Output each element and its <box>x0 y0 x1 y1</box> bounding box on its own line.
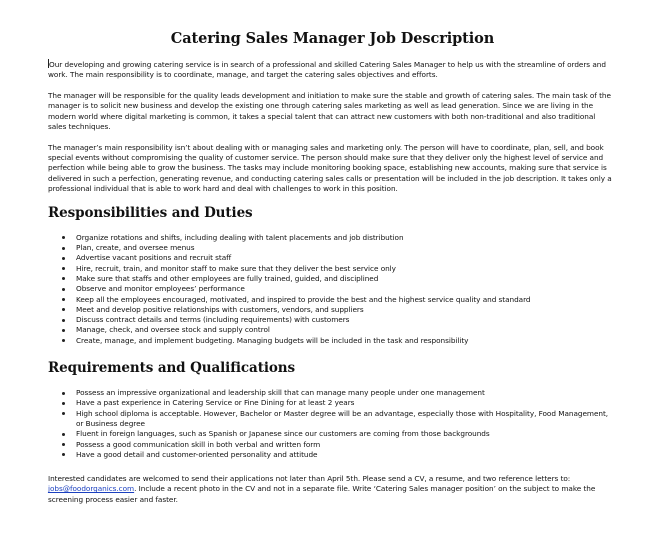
bullet-icon <box>62 257 65 260</box>
bullet-icon <box>62 329 65 332</box>
bullet-icon <box>62 247 65 250</box>
responsibilities-list <box>48 233 615 346</box>
list-item: Make sure that staffs and other employees are fully trained, guided, and disciplined <box>76 274 615 284</box>
bullet-icon <box>62 443 65 446</box>
list-item: Advertise vacant positions and recruit staff <box>76 253 615 263</box>
intro-paragraph-2: The manager will be responsible for the quality leads development and initiation to make sure the stable and growth of catering sales. The main task of the manager is to solicit new business and develop the existing one through catering sales marketing as well as lead generation. Since we are living in the modern world where digital marketing is common, it takes a special talent that can attract new customers with both non-traditional and also traditional sales techniques. <box>48 91 611 131</box>
bullet-icon <box>62 308 65 311</box>
bullet-icon <box>62 453 65 456</box>
intro-paragraph-3: The manager’s main responsibility isn’t about dealing with or managing sales and marketing only. The person will have to coordinate, plan, sell, and book special events without compromising the quality of customer service. The person should make sure that they deliver only the highest level of service and perfection while being able to grow the business. The tasks may include monitoring booking space, establishing new accounts, making sure that service is delivered in such a perfection, generating revenue, and conducting catering sales calls or presentation will be included in the job description. It takes only a professional individual that is able to work hard and deal with challenges to work in this position. <box>48 142 612 193</box>
bullet-icon <box>62 277 65 280</box>
bullet-icon <box>62 288 65 291</box>
list-item: High school diploma is acceptable. However, Bachelor or Master degree will be an advantage, especially those with Hospitality, Food Management, or Business degree <box>76 409 615 430</box>
list-item: Have a good detail and customer-oriented personality and attitude <box>76 450 615 460</box>
list-item: Keep all the employees encouraged, motivated, and inspired to provide the best and the highest service quality and standard <box>76 295 615 305</box>
bullet-icon <box>62 267 65 270</box>
list-item: Observe and monitor employees’ performance <box>76 284 615 294</box>
responsibilities-heading: Responsibilities and Duties <box>48 204 253 221</box>
bullet-icon <box>62 402 65 405</box>
bullet-icon <box>62 433 65 436</box>
email-link[interactable]: jobs@foodorganics.com <box>48 484 135 494</box>
list-item: Plan, create, and oversee menus <box>76 243 615 253</box>
bullet-icon <box>62 412 65 415</box>
list-item: Possess a good communication skill in both verbal and written form <box>76 440 615 450</box>
intro-paragraph-1 <box>48 59 615 81</box>
list-item: Manage, check, and oversee stock and supply control <box>76 325 615 335</box>
bullet-icon <box>62 392 65 395</box>
list-item: Organize rotations and shifts, including dealing with talent placements and job distribution <box>76 233 615 243</box>
list-item: Have a past experience in Catering Service or Fine Dining for at least 2 years <box>76 398 615 408</box>
requirements-list <box>48 388 615 460</box>
bullet-icon <box>62 339 65 342</box>
bullet-icon <box>62 319 65 322</box>
requirements-heading: Requirements and Qualifications <box>48 360 295 377</box>
intro-paragraph-1-text: Our developing and growing catering service is in search of a professional and skilled Catering Sales Manager to help us with the streamline of orders and work. The main responsibility is to coordinate, manage, and target the catering sales objectives and efforts. <box>48 60 606 80</box>
closing-text-after: . Include a recent photo in the CV and not in a separate file. Write ‘Catering Sales manager position’ on the subject to make the screening process easier and faster. <box>48 484 596 504</box>
page-title: Catering Sales Manager Job Description <box>170 30 495 47</box>
bullet-icon <box>62 236 65 239</box>
list-item: Fluent in foreign languages, such as Spanish or Japanese since our customers are coming from those backgrounds <box>76 429 615 439</box>
list-item: Possess an impressive organizational and leadership skill that can manage many people under one management <box>76 388 615 398</box>
list-item: Discuss contract details and terms (including requirements) with customers <box>76 315 615 325</box>
closing-text-before: Interested candidates are welcomed to send their applications not later than April 5th. Please send a CV, a resume, and two reference letters to: <box>48 474 571 484</box>
list-item: Meet and develop positive relationships with customers, vendors, and suppliers <box>76 305 615 315</box>
list-item: Hire, recruit, train, and monitor staff to make sure that they deliver the best service only <box>76 264 615 274</box>
bullet-icon <box>62 298 65 301</box>
list-item: Create, manage, and implement budgeting. Managing budgets will be included in the task and responsibility <box>76 336 615 346</box>
closing-paragraph <box>48 474 615 505</box>
